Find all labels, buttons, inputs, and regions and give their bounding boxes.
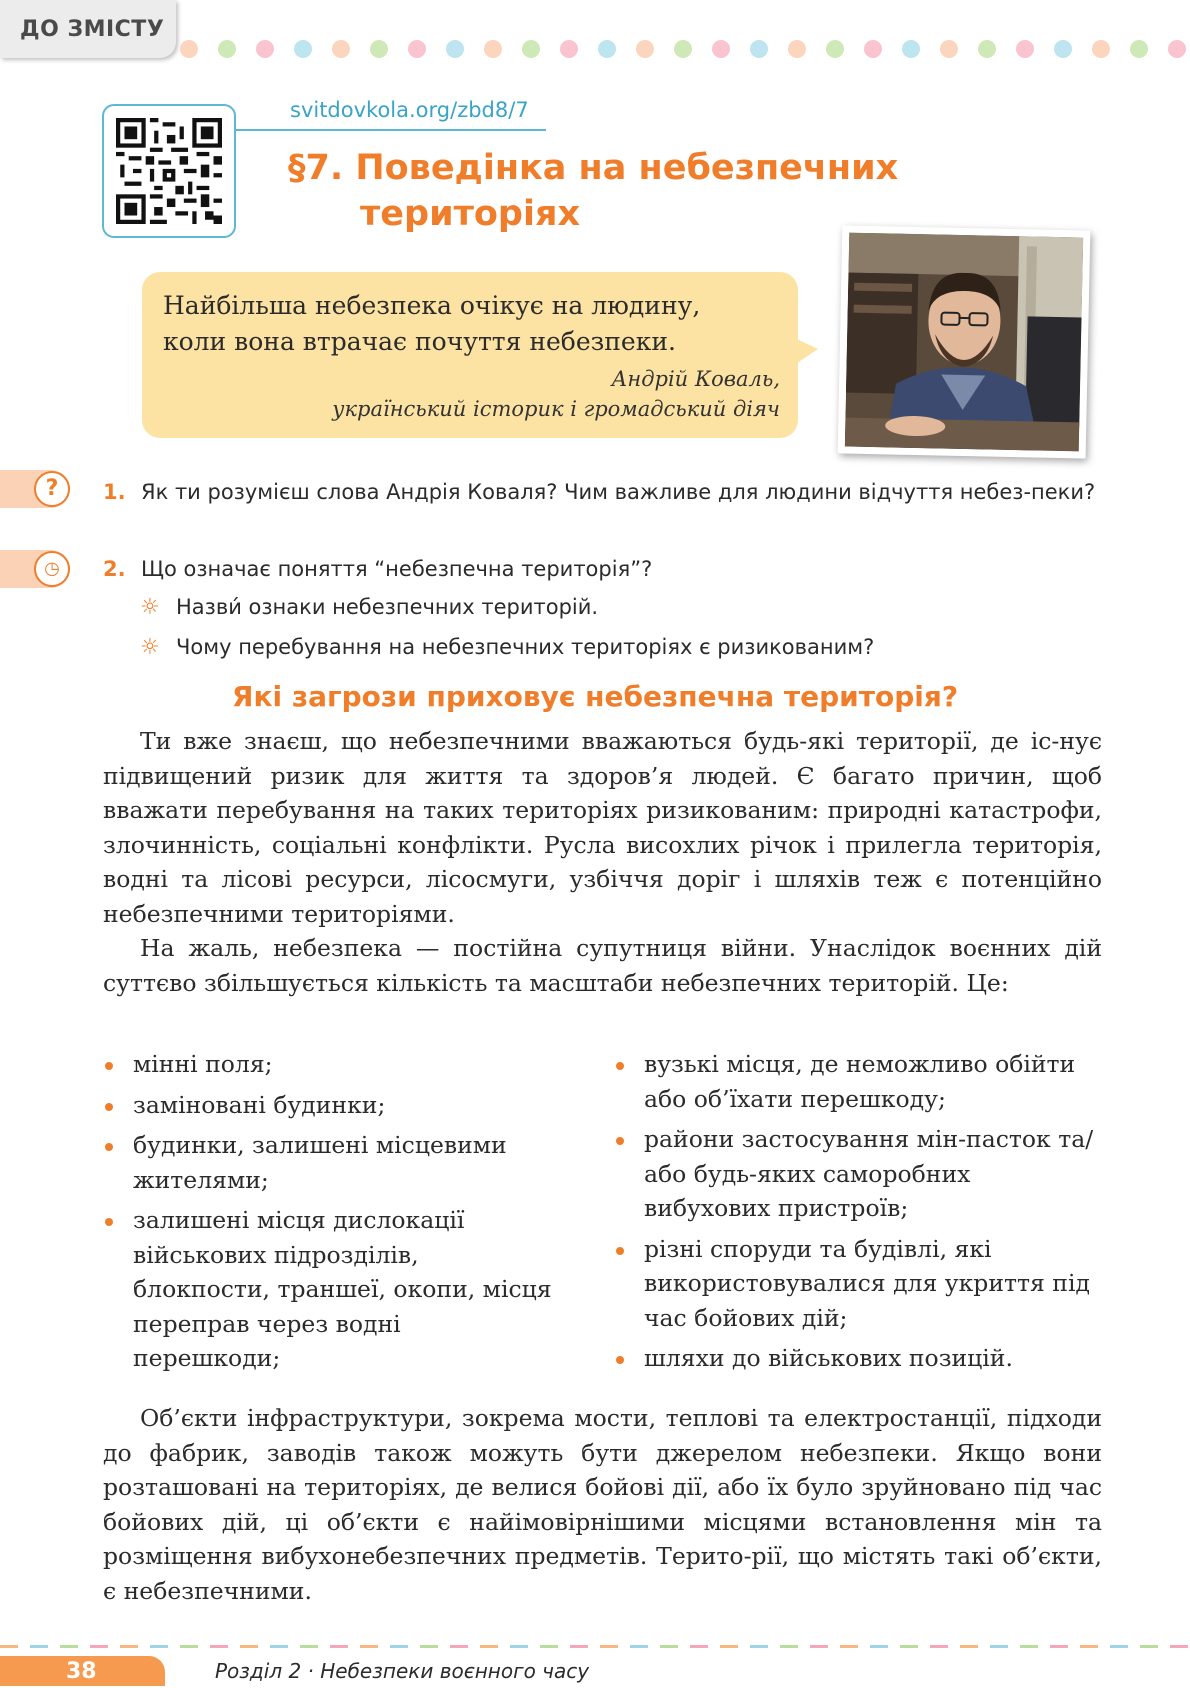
decorative-dot [1168,40,1186,58]
decorative-dot [180,40,198,58]
title-line-2: територіях [288,191,908,237]
quote-author [160,364,780,424]
decorative-dot [256,40,274,58]
decorative-dot [636,40,654,58]
decorative-dot [902,40,920,58]
decorative-dot [1016,40,1034,58]
list-item: заміновані будинки; [103,1088,553,1123]
subquestion-1 [140,590,598,625]
decorative-dot [864,40,882,58]
decorative-dot [1130,40,1148,58]
decorative-dot [294,40,312,58]
decorative-dot [522,40,540,58]
quote-author-name: Андрій Коваль, [160,364,780,394]
quote-line-1: Найбільша небезпека очікує на людину, [163,288,783,324]
decorative-dot [712,40,730,58]
decorative-dot [332,40,350,58]
question-1-number: 1. [103,475,126,510]
paragraph-2 [103,931,1102,1000]
quote-author-desc: український історик і громадський діяч [160,394,780,424]
decorative-dot [826,40,844,58]
paragraph-3 [103,1401,1102,1608]
decorative-dot [750,40,768,58]
question-2-text: Що означає поняття “небезпечна територія”? [103,552,1103,587]
qr-link-underline [236,129,546,131]
portrait-image [845,233,1083,452]
quote-line-2: коли вона втрачає почуття небезпеки. [163,324,783,360]
list-item: різні споруди та будівлі, які використовувалися для укриття під час бойових дій; [614,1232,1094,1336]
question-2 [103,552,1103,587]
sun-icon: ☼ [140,631,176,665]
subquestion-2 [140,630,874,665]
footer-divider [0,1645,1190,1648]
question-icon: ? [34,471,70,507]
paragraph-3-text: Об’єкти інфраструктури, зокрема мости, теплові та електростанції, підходи до фабрик, заводів також можуть бути джерелом небезпеки. Якщо вони розташовані на територіях, де велися бойові дії, або їх було зруйновано під час бойових дій, ці об’єкти є найімовірнішими місцями встановлення мін та розміщення вибухонебезпечних предметів. Терито-рії, що містять такі об’єкти, є небезпечними. [103,1404,1102,1605]
decorative-dot [408,40,426,58]
clock-icon: ◷ [34,551,70,587]
toc-button[interactable]: ДО ЗМІСТУ [0,0,176,58]
decorative-dot [1092,40,1110,58]
qr-code-icon [116,118,222,224]
decorative-dot [218,40,236,58]
resource-link[interactable]: svitdovkola.org/zbd8/7 [290,98,529,122]
decorative-dot [446,40,464,58]
quote-bubble-tail [788,335,818,369]
decorative-dot [370,40,388,58]
decorative-dots [180,40,1190,60]
subquestion-1-text: Назви́ ознаки небезпечних територій. [176,595,598,619]
title-line-1: §7. Поведінка на небезпечних [288,148,898,188]
quote-text [163,288,783,360]
decorative-dot [598,40,616,58]
question-2-number: 2. [103,552,126,587]
decorative-dot [940,40,958,58]
page-number: 38 [0,1656,165,1686]
paragraph-1 [103,724,1102,931]
list-item: залишені місця дислокації військових підрозділів, блокпости, траншеї, окопи, місця переправ через водні перешкоди; [103,1203,553,1376]
decorative-dot [1054,40,1072,58]
list-item: мінні поля; [103,1047,553,1082]
question-1 [103,475,1103,510]
hazards-list-left [103,1047,553,1382]
decorative-dot [978,40,996,58]
list-item: шляхи до військових позицій. [614,1341,1094,1376]
sun-icon: ☼ [140,591,176,625]
hazards-list-right [614,1047,1094,1382]
subquestion-2-text: Чому перебування на небезпечних територіях є ризикованим? [176,635,874,659]
qr-code[interactable] [102,104,236,238]
page-title [288,145,908,237]
decorative-dot [484,40,502,58]
list-item: райони застосування мін-пасток та/або будь-яких саморобних вибухових пристроїв; [614,1122,1094,1226]
decorative-dot [674,40,692,58]
decorative-dot [788,40,806,58]
question-1-text: Як ти розумієш слова Андрія Коваля? Чим важливе для людини відчуття небез-пеки? [103,475,1103,510]
list-item: вузькі місця, де неможливо обійти або об’їхати перешкоду; [614,1047,1094,1116]
paragraph-1-text: Ти вже знаєш, що небезпечними вважаються будь-які території, де іс-нує підвищений ризик для життя та здоров’я людей. Є багато причин, щоб вважати перебування на таких територіях ризикованим: природні катастрофи, злочинність, соціальні конфлікти. Русла висохлих річок і прилегла територія, водні та лісові ресурси, лісосмуги, узбіччя доріг і шляхів теж є потенційно небезпечними територіями. [103,727,1102,928]
author-photo [838,225,1091,458]
footer-section-label: Розділ 2 · Небезпеки воєнного часу [215,1659,589,1683]
section-heading: Які загрози приховує небезпечна територія? [0,680,1190,713]
decorative-dot [560,40,578,58]
paragraph-2-text: На жаль, небезпека — постійна супутниця війни. Унаслідок воєнних дій суттєво збільшується кількість та масштаби небезпечних територій. Це: [103,934,1102,997]
list-item: будинки, залишені місцевими жителями; [103,1128,553,1197]
